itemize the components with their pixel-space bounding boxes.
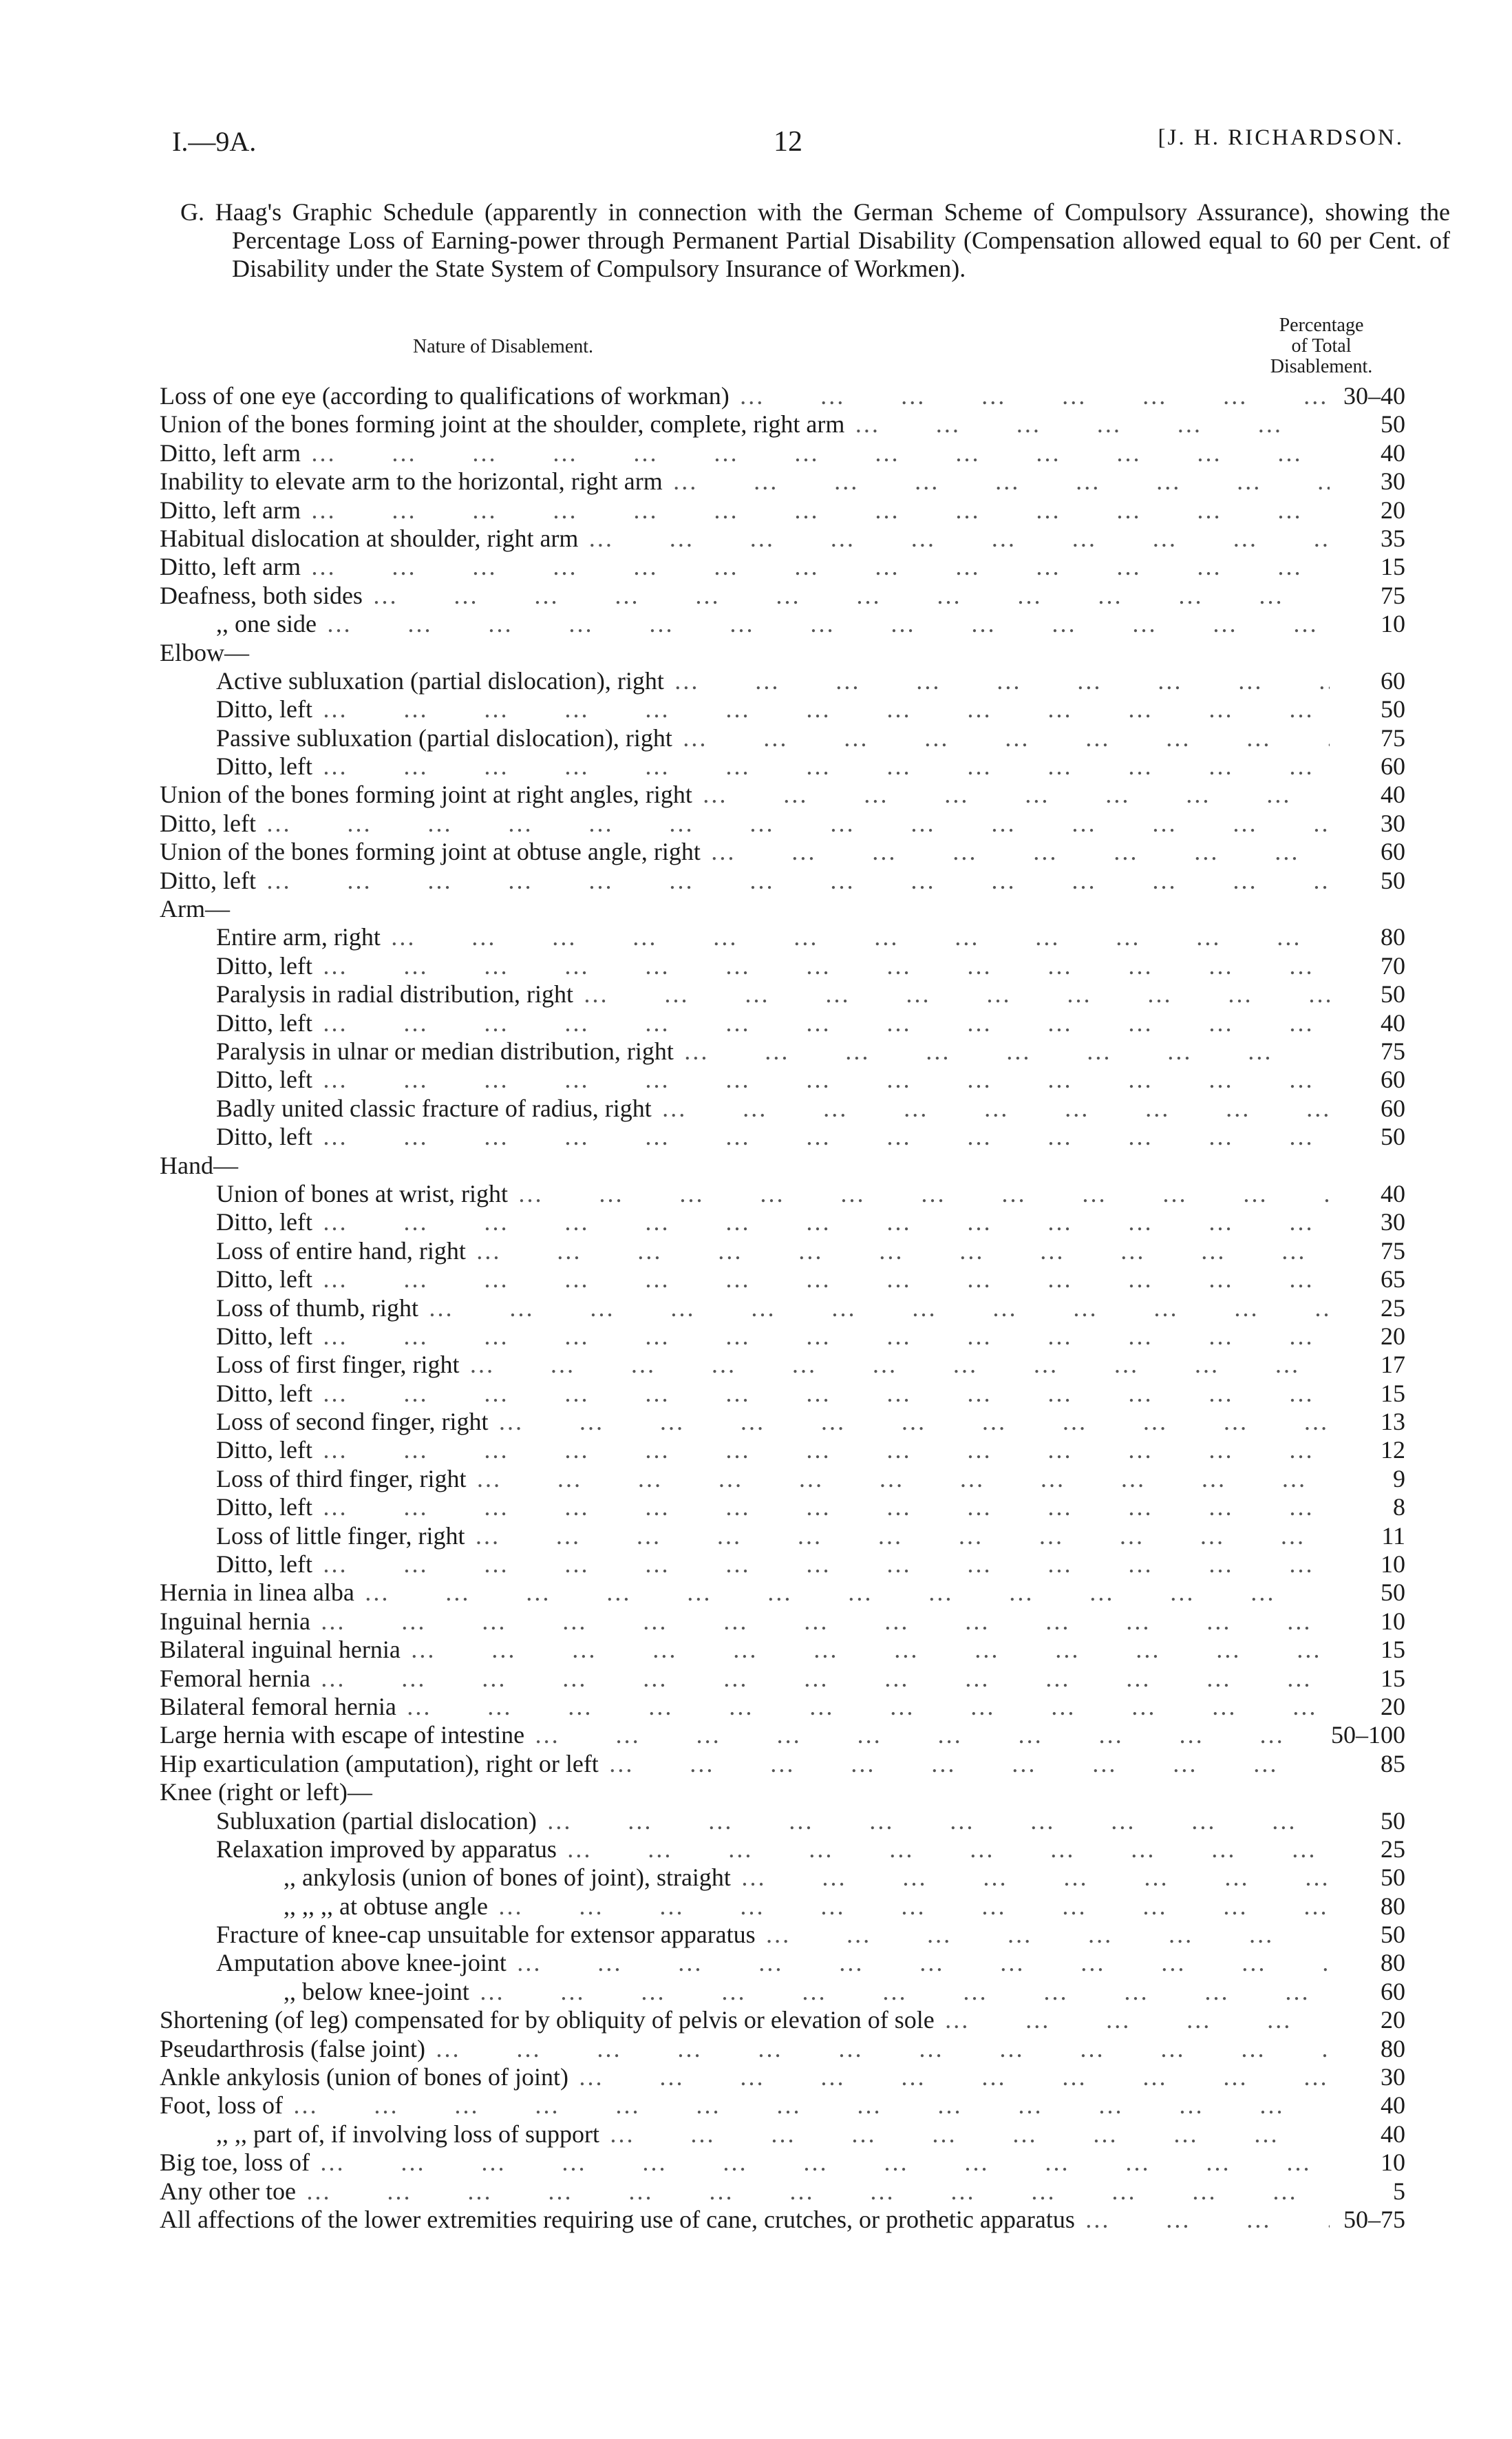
row-value: 60 — [1381, 1977, 1405, 2005]
row-label: Ditto, left — [216, 1493, 312, 1521]
table-row — [160, 2091, 1405, 2120]
row-label: ,, below knee-joint — [284, 1977, 469, 2005]
row-value: 60 — [1381, 1094, 1405, 1122]
table-row — [160, 1750, 1405, 1778]
page-header — [172, 125, 1404, 167]
row-label: Foot, loss of — [160, 2091, 284, 2120]
row-value: 10 — [1381, 2148, 1405, 2177]
row-value: 60 — [1381, 666, 1405, 695]
table-row — [160, 2177, 1405, 2206]
page-number: 12 — [774, 126, 802, 158]
table-row — [160, 952, 1405, 980]
row-label: Elbow— — [160, 638, 249, 666]
row-value: 85 — [1381, 1749, 1405, 1777]
row-value: 20 — [1381, 1692, 1405, 1720]
column-heading-percentage-line2: of Total — [1291, 335, 1352, 357]
table-row — [160, 2035, 1405, 2063]
table-row — [160, 1294, 1405, 1322]
row-label: Arm— — [160, 895, 230, 923]
section-heading-elbow — [160, 639, 1405, 667]
row-label: ,, ankylosis (union of bones of joint), straight — [284, 1863, 731, 1892]
table-row — [160, 923, 1405, 951]
row-value: 15 — [1381, 1664, 1405, 1692]
row-label: ,, ,, part of, if involving loss of support — [216, 2120, 599, 2148]
row-value: 50 — [1381, 695, 1405, 724]
row-value: 40 — [1381, 2091, 1405, 2120]
row-value: 25 — [1381, 1835, 1405, 1863]
table-row — [160, 1892, 1405, 1921]
table-row — [160, 1009, 1405, 1037]
row-label: Badly united classic fracture of radius, right — [216, 1094, 652, 1122]
table-row — [160, 610, 1405, 638]
row-label: Passive subluxation (partial dislocation), right — [216, 724, 672, 752]
row-label: All affections of the lower extremities requiring use of cane, crutches, or prothetic apparatus — [160, 2206, 1075, 2233]
table-row — [160, 781, 1405, 809]
table-row — [160, 2006, 1405, 2034]
table-row — [160, 2206, 1405, 2234]
row-value: 8 — [1393, 1493, 1405, 1521]
row-label: Paralysis in ulnar or median distribution, right — [216, 1037, 674, 1065]
row-label: Union of the bones forming joint at the shoulder, complete, right arm — [160, 410, 845, 439]
table-row — [160, 1665, 1405, 1693]
row-value: 40 — [1381, 1009, 1405, 1037]
row-value: 13 — [1381, 1408, 1405, 1436]
row-label: Hand— — [160, 1151, 238, 1179]
row-value: 75 — [1381, 1037, 1405, 1065]
row-label: Ditto, left — [216, 752, 312, 781]
row-value: 40 — [1381, 439, 1405, 467]
table-row — [160, 1123, 1405, 1151]
table-row — [160, 1408, 1405, 1436]
row-label: Loss of little finger, right — [216, 1521, 465, 1550]
row-label: Fracture of knee-cap unsuitable for extensor apparatus — [216, 1921, 756, 1949]
table-row — [160, 439, 1405, 467]
row-label: Ditto, left — [216, 1123, 312, 1151]
column-heading-percentage — [1253, 315, 1390, 377]
table-row — [160, 382, 1405, 410]
row-label: Active subluxation (partial dislocation), right — [216, 666, 664, 695]
row-label: ,, ,, ,, at obtuse angle — [284, 1892, 488, 1920]
table-row — [160, 1237, 1405, 1265]
row-value: 17 — [1381, 1351, 1405, 1379]
row-value: 50–75 — [1343, 2206, 1405, 2233]
row-label: Loss of one eye (according to qualifications of workman) — [160, 382, 730, 410]
row-label: Ditto, left — [216, 951, 312, 980]
table-row — [160, 838, 1405, 866]
row-label: Amputation above knee-joint — [216, 1949, 507, 1977]
row-value: 65 — [1381, 1265, 1405, 1294]
row-value: 12 — [1381, 1436, 1405, 1464]
table-row — [160, 1693, 1405, 1721]
row-value: 50 — [1381, 410, 1405, 439]
row-label: Any other toe — [160, 2177, 296, 2205]
row-label: Ditto, left — [216, 1066, 312, 1094]
row-label: Union of bones at wrist, right — [216, 1179, 508, 1207]
row-value: 50 — [1381, 1806, 1405, 1835]
row-value: 70 — [1381, 951, 1405, 980]
row-label: Ditto, left — [160, 866, 256, 894]
row-label: Ankle ankylosis (union of bones of joint) — [160, 2063, 568, 2091]
section-heading-arm — [160, 895, 1405, 923]
row-value: 75 — [1381, 724, 1405, 752]
row-value: 40 — [1381, 2120, 1405, 2148]
row-label: Ditto, left — [216, 1208, 312, 1236]
table-row — [160, 1721, 1405, 1749]
table-row — [160, 1493, 1405, 1521]
table-row — [160, 582, 1405, 610]
row-value: 5 — [1393, 2177, 1405, 2205]
row-value: 60 — [1381, 838, 1405, 866]
row-label: Pseudarthrosis (false joint) — [160, 2034, 425, 2062]
row-label: Knee (right or left)— — [160, 1778, 372, 1806]
row-value: 30 — [1381, 467, 1405, 496]
table-row — [160, 1949, 1405, 1977]
row-label: Hip exarticulation (amputation), right or left — [160, 1749, 599, 1777]
table-row — [160, 752, 1405, 781]
table-row — [160, 867, 1405, 895]
table-row — [160, 1351, 1405, 1379]
row-label: Subluxation (partial dislocation) — [216, 1806, 537, 1835]
table-row — [160, 1465, 1405, 1493]
table-row — [160, 1978, 1405, 2006]
row-value: 40 — [1381, 1179, 1405, 1207]
row-value: 20 — [1381, 1322, 1405, 1350]
row-label: Ditto, left — [216, 695, 312, 724]
table-row — [160, 410, 1405, 439]
table-row — [160, 980, 1405, 1009]
table-row — [160, 1180, 1405, 1208]
row-value: 11 — [1381, 1521, 1405, 1550]
row-label: Ditto, left arm — [160, 496, 301, 524]
running-author: [J. H. RICHARDSON. — [1158, 125, 1404, 150]
row-label: Inguinal hernia — [160, 1607, 310, 1635]
row-value: 15 — [1381, 553, 1405, 581]
table-row — [160, 810, 1405, 838]
table-row — [160, 2120, 1405, 2148]
row-value: 50 — [1381, 1921, 1405, 1949]
row-label: Big toe, loss of — [160, 2148, 310, 2177]
row-label: Shortening (of leg) compensated for by obliquity of pelvis or elevation of sole — [160, 2006, 935, 2034]
table-row — [160, 1550, 1405, 1579]
table-row — [160, 1380, 1405, 1408]
row-value: 50 — [1381, 866, 1405, 894]
table-row — [160, 667, 1405, 695]
row-label: Ditto, left — [160, 809, 256, 837]
row-label: Ditto, left — [216, 1550, 312, 1579]
row-label: Ditto, left — [216, 1265, 312, 1294]
row-label: Ditto, left — [216, 1009, 312, 1037]
row-label: Femoral hernia — [160, 1664, 310, 1692]
table-row — [160, 1835, 1405, 1863]
row-label: Inability to elevate arm to the horizontal, right arm — [160, 467, 663, 496]
row-value: 10 — [1381, 610, 1405, 638]
table-row — [160, 1037, 1405, 1066]
row-value: 30–40 — [1343, 382, 1405, 410]
table-row — [160, 695, 1405, 724]
row-value: 50 — [1381, 980, 1405, 1009]
row-label: Bilateral inguinal hernia — [160, 1636, 401, 1664]
section-heading-knee — [160, 1778, 1405, 1806]
table-row — [160, 1579, 1405, 1607]
section-heading-hand — [160, 1152, 1405, 1180]
row-label: Paralysis in radial distribution, right — [216, 980, 573, 1009]
row-label: Loss of third finger, right — [216, 1464, 467, 1492]
row-label: Ditto, left — [216, 1322, 312, 1350]
row-value: 80 — [1381, 1892, 1405, 1920]
row-value: 35 — [1381, 524, 1405, 552]
row-label: Ditto, left arm — [160, 439, 301, 467]
row-value: 15 — [1381, 1379, 1405, 1407]
table-row — [160, 1066, 1405, 1094]
table-row — [160, 1095, 1405, 1123]
row-label: Habitual dislocation at shoulder, right arm — [160, 524, 579, 552]
table-row — [160, 467, 1405, 496]
table-row — [160, 496, 1405, 525]
table-row — [160, 1522, 1405, 1550]
row-value: 75 — [1381, 581, 1405, 609]
row-label: Ditto, left — [216, 1436, 312, 1464]
row-label: Union of the bones forming joint at right angles, right — [160, 781, 692, 809]
row-value: 60 — [1381, 752, 1405, 781]
table-row — [160, 1208, 1405, 1236]
row-label: Ditto, left arm — [160, 553, 301, 581]
row-value: 25 — [1381, 1294, 1405, 1322]
table-row — [160, 1607, 1405, 1636]
row-value: 50–100 — [1331, 1721, 1405, 1749]
table-row — [160, 553, 1405, 581]
row-label: Large hernia with escape of intestine — [160, 1721, 525, 1749]
row-value: 30 — [1381, 809, 1405, 837]
schedule-title: G. Haag's Graphic Schedule (apparently in connection with the German Scheme of Compulsory Assurance), showing the Percentage Loss of Earning-power through Permanent Partial Disability (Compensation allowed equal to 60 per Cent. of Disability under the State System of Compulsory Insurance of Workmen). — [180, 198, 1450, 282]
table-row — [160, 1921, 1405, 1949]
table-row — [160, 1322, 1405, 1351]
table-row — [160, 1265, 1405, 1294]
column-heading-percentage-line1: Percentage — [1279, 315, 1364, 336]
row-label: Relaxation improved by apparatus — [216, 1835, 557, 1863]
column-heading-nature: Nature of Disablement. — [413, 336, 594, 357]
table-row — [160, 525, 1405, 553]
table-row — [160, 2148, 1405, 2177]
row-value: 80 — [1381, 1949, 1405, 1977]
row-value: 50 — [1381, 1579, 1405, 1607]
table-row — [160, 1636, 1405, 1664]
row-value: 50 — [1381, 1123, 1405, 1151]
row-value: 9 — [1393, 1464, 1405, 1492]
row-label: Hernia in linea alba — [160, 1579, 354, 1607]
row-value: 15 — [1381, 1636, 1405, 1664]
row-value: 60 — [1381, 1066, 1405, 1094]
disablement-table — [160, 382, 1405, 2234]
table-row — [160, 1436, 1405, 1464]
row-label: Ditto, left — [216, 1379, 312, 1407]
row-value: 80 — [1381, 2034, 1405, 2062]
row-value: 50 — [1381, 1863, 1405, 1892]
row-label: Union of the bones forming joint at obtuse angle, right — [160, 838, 701, 866]
row-value: 10 — [1381, 1607, 1405, 1635]
row-label: ,, one side — [216, 610, 317, 638]
row-value: 20 — [1381, 496, 1405, 524]
row-value: 30 — [1381, 1208, 1405, 1236]
row-label: Loss of entire hand, right — [216, 1236, 466, 1265]
row-value: 75 — [1381, 1236, 1405, 1265]
document-reference: I.—9A. — [172, 126, 257, 157]
row-value: 20 — [1381, 2006, 1405, 2034]
table-row — [160, 1807, 1405, 1835]
row-value: 40 — [1381, 781, 1405, 809]
column-heading-percentage-line3: Disablement. — [1270, 356, 1373, 377]
row-label: Entire arm, right — [216, 923, 381, 951]
table-row — [160, 724, 1405, 752]
row-label: Loss of thumb, right — [216, 1294, 418, 1322]
row-label: Deafness, both sides — [160, 581, 363, 609]
row-value: 30 — [1381, 2063, 1405, 2091]
table-row — [160, 1863, 1405, 1892]
row-label: Loss of second finger, right — [216, 1408, 489, 1436]
row-label: Loss of first finger, right — [216, 1351, 460, 1379]
table-row — [160, 2063, 1405, 2091]
row-value: 80 — [1381, 923, 1405, 951]
row-value: 10 — [1381, 1550, 1405, 1579]
row-label: Bilateral femoral hernia — [160, 1692, 396, 1720]
